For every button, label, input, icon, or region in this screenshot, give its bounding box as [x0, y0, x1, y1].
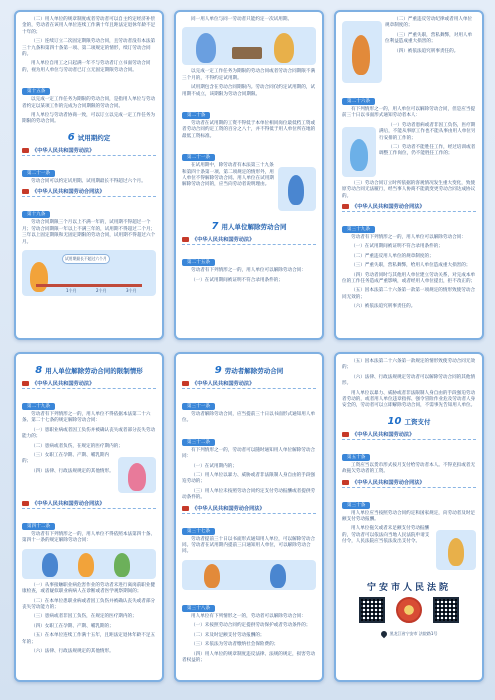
paragraph: 用人单位以暴力、威胁或者非法限制人身自由的手段强迫劳动者劳动的，或者用人单位违章指挥、强令冒险作业危及劳动者人身安全的，劳动者可以立即解除劳动合同，不需事先告知用人单位。 — [342, 390, 476, 409]
law-title: 《中华人民共和国劳动合同法》 — [182, 505, 316, 514]
panel-4 — [14, 352, 164, 682]
paragraph: （五）因本法第二十六条第一款规定的情形致使劳动合同无效的； — [342, 359, 476, 371]
court-name: 宁安市人民法院 — [366, 583, 451, 594]
list-item: （一）未按照劳动合同约定提供劳动保护或者劳动条件的； — [191, 623, 311, 629]
article-text — [379, 123, 476, 181]
paragraph: （三）连续订立二次固定期限劳动合同，且劳动者没有本法第三十九条和第四十条第一项、第二项规定的情形，续订劳动合同的。 — [22, 39, 156, 58]
paragraph: 劳动者在试用期的工资不得低于本单位相同岗位最低档工资或者劳动合同约定工资的百分之八十，并不得低于用人单位所在地的最低工资标准。 — [182, 121, 316, 139]
panel-2 — [174, 10, 324, 340]
timeline-label: 3个月 — [126, 287, 137, 293]
illustration-violation — [342, 21, 382, 83]
paragraph: 用人单位有下列情形之一的，劳动者可以解除劳动合同： — [191, 613, 306, 619]
law-title: 《中华人民共和国劳动合同法》 — [342, 203, 476, 212]
list-item: （五）因本法第二十六条第一款第一项规定的情形致使劳动合同无效的； — [342, 288, 476, 300]
list-item: （二）在本单位患职业病或者因工负伤并被确认丧失或者部分丧失劳动能力的； — [22, 598, 156, 611]
section-number: 7 — [211, 221, 219, 233]
person-figure — [204, 564, 220, 588]
items-text — [22, 453, 115, 497]
list-item: （三）未依法为劳动者缴纳社会保险费的； — [191, 642, 279, 648]
list-item: （四）女职工在孕期、产期、哺乳期的； — [31, 623, 114, 629]
paragraph: 在试用期中，除劳动者有本法第三十九条和第四十条第一项、第二项规定的情形外，用人单位不得解除劳动合同。用人单位在试用期解除劳动合同的，应当向劳动者说明理由。 — [182, 163, 274, 188]
article-tag: 第五十条 — [342, 454, 370, 461]
speech-bubble: 试用期最长不超过六个月 — [62, 254, 110, 264]
article-tag: 第十五条 — [22, 88, 50, 95]
section-heading — [182, 221, 316, 232]
article-tag: 第三十七条 — [182, 528, 215, 535]
article-tag: 第四十二条 — [22, 523, 55, 530]
list-item: （六）法律、行政法规规定的其他情形。 — [31, 649, 114, 655]
items-with-art — [22, 453, 156, 497]
article-tag: 第三十九条 — [342, 226, 375, 233]
paragraph: （一）在试用期间被证明不符合录用条件的； — [191, 277, 283, 283]
paragraph: （二）劳动者不能胜任工作，经过培训或者调整工作岗位，仍不能胜任工作的； — [379, 145, 476, 157]
section-number: 10 — [387, 415, 402, 427]
list-item: （一）患职业病或者因工负伤并被确认丧失或者部分丧失劳动能力的； — [22, 427, 156, 440]
footer-badges — [342, 593, 476, 627]
panel-3 — [334, 10, 484, 340]
timeline-label: 2个月 — [96, 287, 107, 293]
illustration-pregnant-worker — [118, 457, 156, 493]
list-item: （四）劳动者同时与其他用人单位建立劳动关系，对完成本单位的工作任务造成严重影响，或者经用人单位提出，拒不改正的； — [342, 272, 476, 285]
list-item: （二）用人单位以暴力、威胁或者非法限制人身自由的手段强迫劳动的； — [182, 473, 316, 485]
article-tag: 第二十条 — [182, 112, 210, 119]
section-heading — [22, 365, 156, 376]
article-tag: 第二十一条 — [182, 154, 215, 161]
paragraph: 劳动者有下列情形之一的，用人单位不得依据本法第二十六条、第二十七条的规定解除劳动合同： — [22, 412, 151, 424]
paragraph: 劳动合同可以约定试用期。试用期最长不得超过六个月。 — [31, 178, 146, 184]
person-figure — [350, 139, 368, 171]
list-item: （四）用人单位的规章制度违反法律、法规的规定，损害劳动者权益的； — [182, 651, 316, 663]
article-with-art — [342, 526, 476, 574]
paragraph: 劳动者有下列情形之一的，用人单位可以解除劳动合同： — [191, 268, 306, 274]
article-with-art — [182, 163, 316, 215]
section-heading — [342, 416, 476, 427]
illustration-dismissal — [278, 167, 316, 211]
list-item: （六）被依法追究刑事责任的。 — [351, 304, 416, 310]
section-title: 用人单位解除劳动合同 — [221, 223, 287, 232]
section-heading — [22, 132, 156, 143]
article-tag: 第十九条 — [22, 211, 50, 218]
illustration-workers — [22, 549, 156, 579]
paragraph: （六）法律、行政法规规定劳动者可以解除劳动合同的其他情形。 — [342, 374, 476, 387]
section-title: 劳动者解除劳动合同 — [224, 367, 284, 375]
paragraph: 劳动者提前三十日以书面形式通知用人单位，可以解除劳动合同。劳动者在试用期内提前三日通知用人单位，可以解除劳动合同。 — [182, 536, 316, 555]
paragraph: 劳动者有下列情形之一的，用人单位可以解除劳动合同： — [351, 235, 466, 241]
paragraph: 工资应当以货币形式按月支付给劳动者本人。不得克扣或者无故拖欠劳动者的工资。 — [342, 462, 476, 475]
law-title: 《中华人民共和国劳动合同法》 — [22, 188, 156, 197]
paragraph: 有下列情形之一的，劳动者可以随时通知用人单位解除劳动合同： — [182, 447, 316, 460]
person-figure — [42, 553, 58, 577]
person-figure — [352, 35, 370, 75]
qr-code-icon — [433, 597, 459, 623]
section-number: 6 — [67, 131, 75, 143]
list-item: （一）在试用期间被证明不符合录用条件的； — [351, 244, 443, 250]
section-title: 用人单位解除劳动合同的限制情形 — [45, 367, 143, 375]
law-title: 《中华人民共和国劳动合同法》 — [22, 500, 156, 509]
paragraph: （三）严重失职，营私舞弊，对用人单位利益造成重大损害的； — [385, 32, 473, 45]
paragraph: 用人单位拖欠或者未足额支付劳动报酬的，劳动者可以依法向当地人民法院申请支付令，人民法院应当依法发出支付令。 — [342, 526, 430, 545]
person-figure — [448, 538, 464, 566]
location-pin-icon — [379, 630, 387, 638]
article-with-art — [342, 123, 476, 181]
court-footer — [342, 580, 476, 637]
illustration-probation — [22, 250, 156, 296]
paragraph: （一）劳动者患病或者非因工负伤，医疗期满后，不能从事原工作也不能从事由用人单位另行安排的工作的； — [379, 122, 476, 141]
paragraph: （二）用人单位的规章制度或者劳动者可以自主约定经济补偿金的，劳动者在该用人单位连续工作满十年且距法定退休年龄不足十年的； — [22, 17, 156, 35]
section-number: 9 — [214, 365, 222, 376]
address-line — [342, 631, 476, 637]
intro-with-art — [342, 17, 476, 87]
section-title: 试用期约定 — [77, 133, 111, 142]
paragraph: 劳动合同期限三个月以上不满一年的，试用期不得超过一个月；劳动合同期限一年以上不满三年的，试用期不得超过二个月；三年以上固定期限和无固定期限的劳动合同，试用期不得超过六个月。 — [22, 220, 156, 245]
article-tag: 第二十一条 — [22, 170, 55, 177]
person-figure — [114, 553, 130, 577]
person-figure — [270, 564, 286, 588]
list-item: （二）严重违反用人单位的规章制度的； — [351, 253, 434, 259]
panel-1 — [14, 10, 164, 340]
paragraph: （三）劳动合同订立时所依据的客观情况发生重大变化，致使原劳动合同无法履行，经当事人协商不能就变更劳动合同达成协议的。 — [342, 180, 476, 199]
court-emblem-icon — [396, 597, 422, 623]
panel-5 — [174, 352, 324, 682]
list-item: （五）在本单位连续工作满十五年，且距法定退休年龄不足五年的； — [22, 633, 156, 645]
person-figure — [78, 553, 94, 577]
illustration-payment — [436, 530, 476, 570]
list-item: （三）女职工在孕期、产期、哺乳期内的； — [22, 453, 110, 465]
paragraph: 用人单位自用工之日起满一年不与劳动者订立书面劳动合同的，视为用人单位与劳动者已订立无固定期限劳动合同。 — [22, 61, 151, 73]
law-title: 《中华人民共和国劳动法》 — [22, 147, 156, 156]
illustration-office — [182, 27, 316, 65]
illustration-resignation — [182, 560, 316, 590]
list-item: （一）从事接触职业病危害作业的劳动者未进行离岗前职业健康检查，或者疑似职业病病人在诊断或者医学观察期间的； — [22, 582, 156, 595]
article-tag: 第三十条 — [342, 502, 370, 509]
person-figure — [30, 262, 48, 292]
paragraph: 劳动者解除劳动合同，应当提前三十日以书面形式通知用人单位。 — [182, 412, 316, 424]
law-title: 《中华人民共和国劳动法》 — [342, 431, 476, 440]
section-number: 8 — [35, 365, 43, 376]
section-title: 工资支付 — [404, 417, 431, 426]
address-text: 黑龙江省宁安市 法院路1号 — [389, 631, 438, 637]
law-title: 《中华人民共和国劳动法》 — [22, 380, 156, 389]
paragraph: 有下列情形之一的，用人单位可以解除劳动合同，但是应当提前三十日以书面形式通知劳动者本人： — [342, 107, 476, 119]
paragraph: 用人单位应当按照劳动合同约定和国家规定，向劳动者及时足额支付劳动报酬。 — [342, 510, 476, 523]
timeline-bar — [36, 284, 142, 287]
paragraph: 以完成一定工作任务为期限的劳动合同，是指用人单位与劳动者约定以某项工作的完成为合同期限的劳动合同。 — [22, 97, 156, 109]
article-tag: 第二十六条 — [342, 98, 375, 105]
paragraph: 劳动者有下列情形之一的，用人单位不得依照本法第四十条、第四十一条的规定解除劳动合同： — [22, 532, 156, 544]
article-tag: 第二十九条 — [22, 403, 55, 410]
intro-text — [385, 17, 476, 87]
timeline-label: 1个月 — [66, 287, 77, 293]
law-title: 《中华人民共和国劳动法》 — [182, 236, 316, 245]
paragraph: 以完成一定工作任务为期限的劳动合同或者劳动合同期限不满三个月的，不得约定试用期。 — [182, 69, 316, 81]
list-item: （三）用人单位未按照劳动合同约定支付劳动报酬或者提供劳动条件的。 — [182, 488, 316, 501]
person-figure — [196, 33, 216, 63]
list-item: （四）法律、行政法规规定的其他情形。 — [31, 468, 114, 474]
person-figure — [288, 175, 304, 205]
paragraph: 同一用人单位与同一劳动者只能约定一次试用期。 — [191, 17, 293, 22]
list-item: （一）在试用期内的； — [191, 463, 237, 469]
article-tag: 第三十一条 — [182, 403, 215, 410]
list-item: （二）未及时足额支付劳动报酬的； — [191, 632, 265, 638]
article-tag: 第三十二条 — [182, 439, 215, 446]
desk-shape — [232, 47, 262, 59]
list-item: （三）患病或者非因工负伤，在规定的医疗期内的； — [31, 614, 137, 620]
list-item: （三）严重失职，营私舞弊，给用人单位造成重大损害的； — [351, 263, 471, 269]
article-tag: 第三十八条 — [182, 605, 215, 612]
law-title: 《中华人民共和国劳动法》 — [182, 380, 316, 389]
paragraph: 试用期包含在劳动合同期限内。劳动合同仅约定试用期的，试用期不成立，该期限为劳动合同期限。 — [182, 85, 316, 97]
list-item: （二）患病或者负伤，在规定的医疗期内的； — [31, 443, 123, 449]
person-figure — [274, 33, 294, 63]
paragraph: 用人单位与劳动者协商一致，可以订立以完成一定工作任务为期限的劳动合同。 — [22, 113, 156, 125]
paragraph: （二）严重违反劳动纪律或者用人单位规章制度的； — [385, 17, 473, 29]
article-tag: 第二十五条 — [182, 259, 215, 266]
panel-6 — [334, 352, 484, 682]
paragraph: （四）被依法追究刑事责任的。 — [394, 48, 459, 54]
qr-code-icon — [359, 597, 385, 623]
law-title: 《中华人民共和国劳动合同法》 — [342, 479, 476, 488]
person-figure — [128, 463, 146, 491]
illustration-sick-worker — [342, 127, 376, 177]
section-heading — [182, 365, 316, 376]
